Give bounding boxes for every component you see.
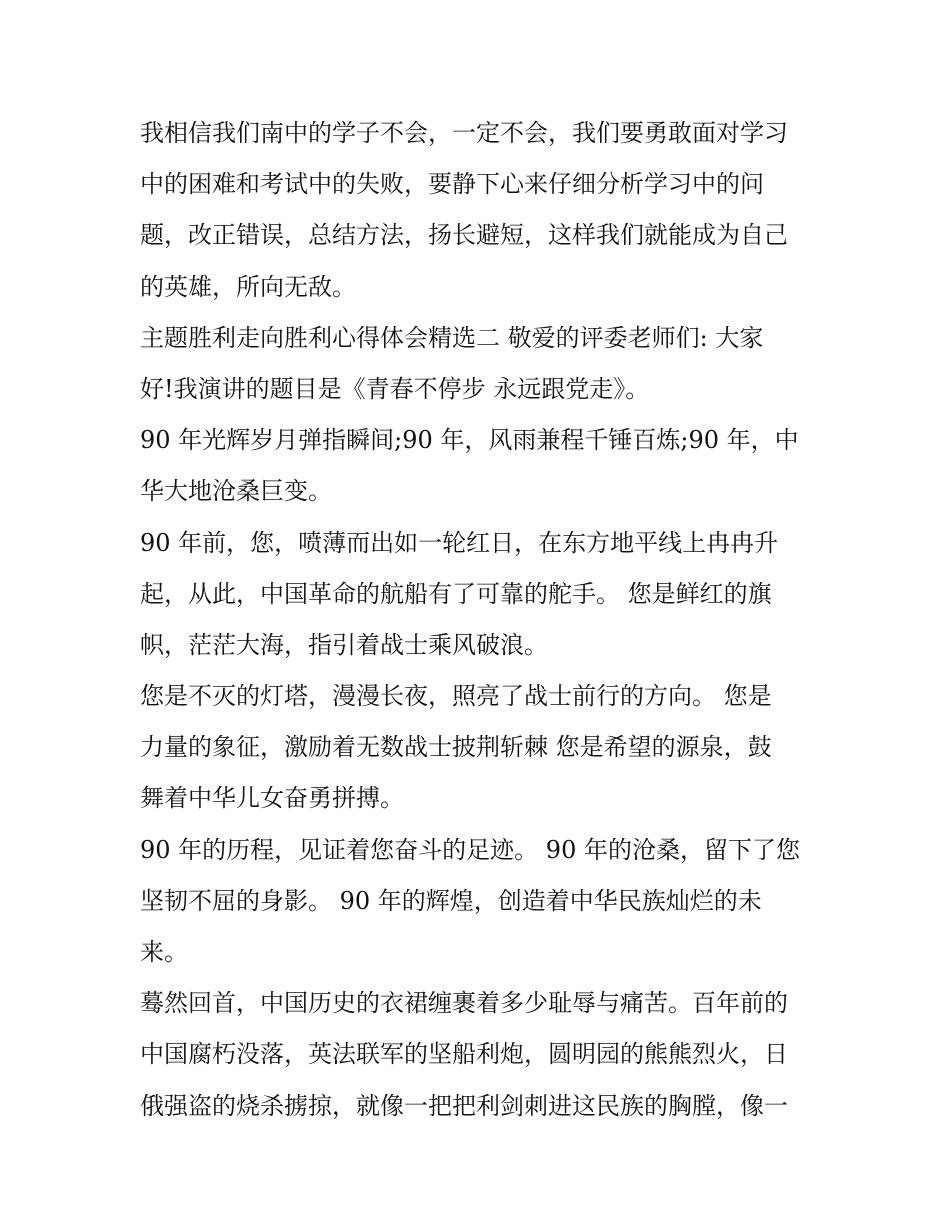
text-line: 题，改正错误，总结方法，扬长避短，这样我们就能成为自己 (140, 221, 788, 250)
text-line: 90 年的历程，见证着您奋斗的足迹。 90 年的沧桑，留下了您 (140, 835, 800, 864)
text-line: 力量的象征，激励着无数战士披荆斩棘 您是希望的源泉，鼓 (140, 733, 772, 762)
body-text (140, 108, 830, 1132)
text-line: 帜，茫茫大海，指引着战士乘风破浪。 (140, 630, 548, 659)
text-line: 俄强盗的烧杀掳掠，就像一把把利剑刺进这民族的胸膛，像一 (140, 1091, 788, 1120)
text-line: 来。 (140, 938, 188, 966)
text-line: 90 年光辉岁月弹指瞬间;90 年，风雨兼程千锤百炼;90 年，中 (140, 426, 799, 455)
text-line: 蓦然回首，中国历史的衣裙缠裹着多少耻辱与痛苦。百年前的 (140, 989, 788, 1018)
text-line: 90 年前，您，喷薄而出如一轮红日，在东方地平线上冉冉升 (140, 528, 779, 557)
text-line: 好!我演讲的题目是《青春不停步 永远跟党走》。 (140, 374, 650, 403)
text-line: 舞着中华儿女奋勇拼搏。 (140, 784, 404, 813)
text-line: 华大地沧桑巨变。 (140, 477, 332, 506)
text-line: 起，从此，中国革命的航船有了可靠的舵手。 您是鲜红的旗 (140, 579, 772, 608)
text-line: 中国腐朽没落，英法联军的坚船利炮，圆明园的熊熊烈火，日 (140, 1040, 788, 1069)
text-line: 的英雄，所向无敌。 (140, 272, 356, 301)
text-line: 您是不灭的灯塔，漫漫长夜，照亮了战士前行的方向。 您是 (140, 682, 772, 711)
text-line: 主题胜利走向胜利心得体会精选二 敬爱的评委老师们: 大家 (140, 323, 764, 352)
text-line: 我相信我们南中的学子不会，一定不会，我们要勇敢面对学习 (140, 119, 788, 147)
text-line: 中的困难和考试中的失败，要静下心来仔细分析学习中的问 (140, 170, 764, 199)
text-line: 坚韧不屈的身影。 90 年的辉煌，创造着中华民族灿烂的未 (140, 886, 762, 915)
